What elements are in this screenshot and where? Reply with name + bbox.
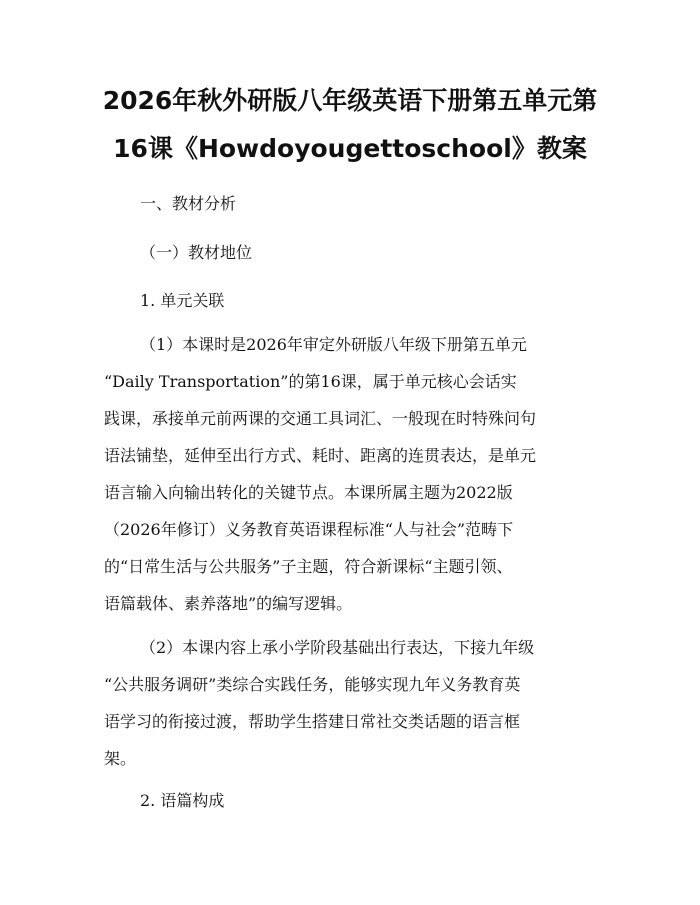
paragraph-2-line: “公共服务调研”类综合实践任务，能够实现九年义务教育英 <box>104 675 521 694</box>
paragraph-2-line: 语学习的衔接过渡，帮助学生搭建日常社交类话题的语言框 <box>104 712 521 731</box>
document-title-line-2: 16课《Howdoyougettoschool》教案 <box>113 134 587 163</box>
paragraph-1-line: 的“日常生活与公共服务”子主题，符合新课标“主题引领、 <box>104 557 513 576</box>
item-heading-unit-relation: 1. 单元关联 <box>140 291 225 310</box>
paragraph-1-line: “Daily Transportation”的第16课，属于单元核心会话实 <box>104 372 517 391</box>
subsection-heading: （一）教材地位 <box>140 243 253 262</box>
paragraph-1-line: 语篇载体、素养落地”的编写逻辑。 <box>104 594 353 613</box>
paragraph-1-line: （1）本课时是2026年审定外研版八年级下册第五单元 <box>140 335 527 354</box>
paragraph-1-line: 语法铺垫，延伸至出行方式、耗时、距离的连贯表达，是单元 <box>104 446 537 465</box>
section-heading: 一、教材分析 <box>140 194 237 213</box>
item-heading-text-structure: 2. 语篇构成 <box>140 791 225 810</box>
paragraph-2-line: （2）本课内容上承小学阶段基础出行表达，下接九年级 <box>140 638 535 657</box>
document-title-line-1: 2026年秋外研版八年级英语下册第五单元第 <box>102 86 598 115</box>
paragraph-2-line: 架。 <box>104 749 137 768</box>
paragraph-1-line: 语言输入向输出转化的关键节点。本课所属主题为2022版 <box>104 483 513 502</box>
paragraph-1-line: 践课，承接单元前两课的交通工具词汇、一般现在时特殊问句 <box>104 409 537 428</box>
paragraph-1-line: （2026年修订）义务教育英语课程标准“人与社会”范畴下 <box>104 520 514 539</box>
